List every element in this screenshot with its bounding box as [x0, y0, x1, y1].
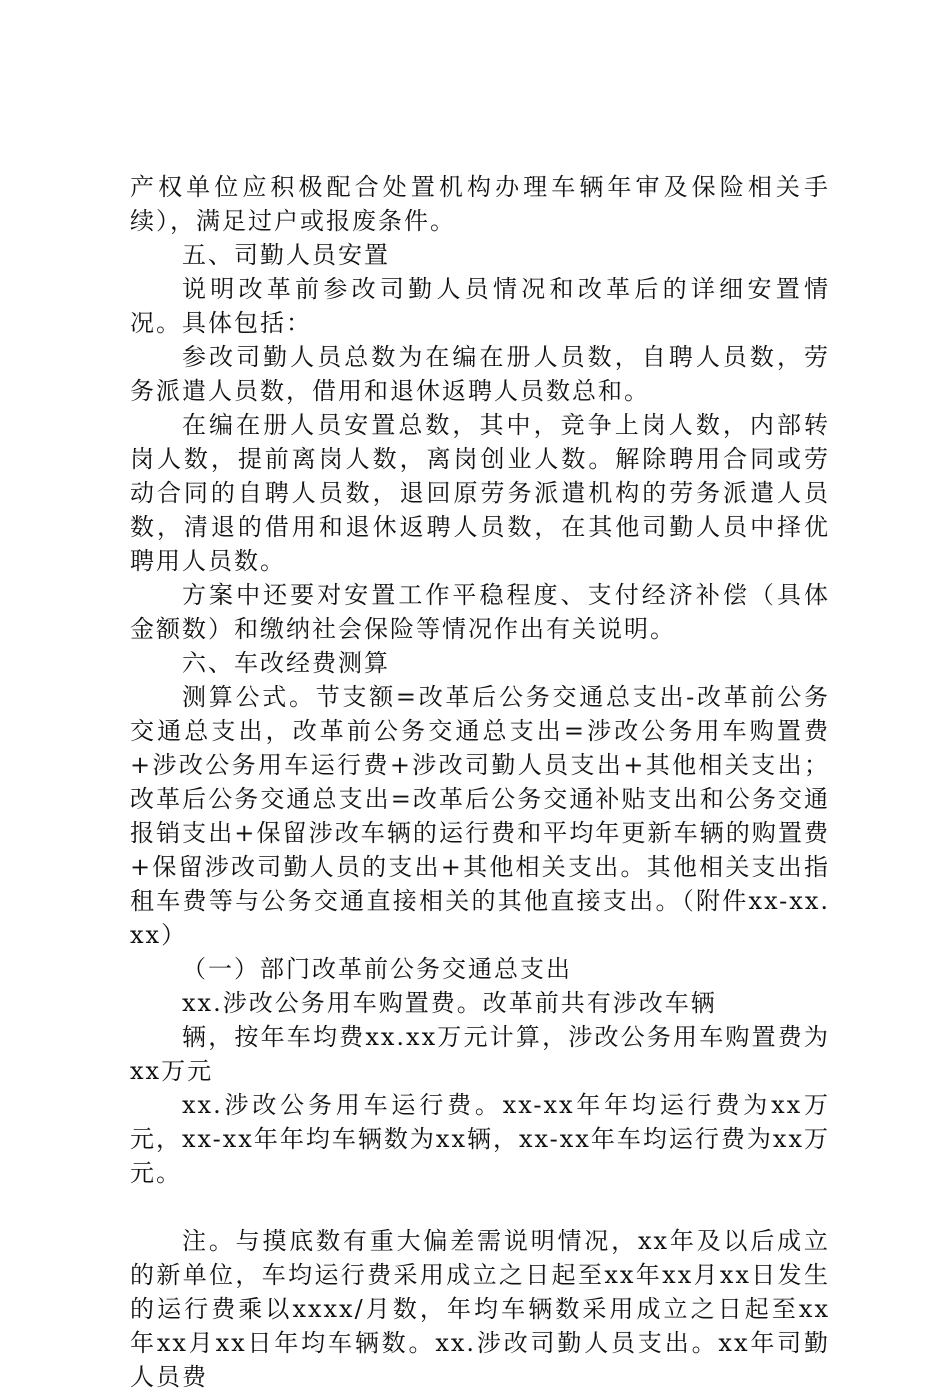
paragraph-operating-cost: xx.涉改公务用车运行费。xx-xx年年均运行费为xx万元，xx-xx年年均车辆数为xx辆，xx-xx年车均运行费为xx万元。 — [130, 1091, 830, 1187]
paragraph-formula: 测算公式。节支额=改革后公务交通总支出-改革前公务交通总支出，改革前公务交通总支出=涉改公务用车购置费+涉改公务用车运行费+涉改司勤人员支出+其他相关支出；改革后公务交通总支出=改革后公务交通补贴支出和公务交通报销支出+保留涉改车辆的运行费和平均年更新车辆的购置费+保留涉改司勤人员的支出+其他相关支出。其他相关支出指租车费等与公务交通直接相关的其他直接支出。（附件xx-xx.xx） — [130, 683, 830, 949]
paragraph-total-staff: 参改司勤人员总数为在编在册人员数，自聘人员数，劳务派遣人员数，借用和退休返聘人员数总和。 — [130, 343, 830, 405]
paragraph-plan-notes: 方案中还要对安置工作平稳程度、支付经济补偿（具体金额数）和缴纳社会保险等情况作出有关说明。 — [130, 581, 830, 643]
paragraph-note: 注。与摸底数有重大偏差需说明情况，xx年及以后成立的新单位，车均运行费采用成立之日起至xx年xx月xx日发生的运行费乘以xxxx/月数，年均车辆数采用成立之日起至xx年xx月xx日年均车辆数。xx.涉改司勤人员支出。xx年司勤人员费 — [130, 1227, 830, 1391]
paragraph-purchase-cost-cont: 辆，按年车均费xx.xx万元计算，涉改公务用车购置费为xx万元 — [130, 1023, 830, 1085]
paragraph-placement: 在编在册人员安置总数，其中，竞争上岗人数，内部转岗人数，提前离岗人数，离岗创业人数。解除聘用合同或劳动合同的自聘人员数，退回原劳务派遣机构的劳务派遣人员数，清退的借用和退休返聘人员数，在其他司勤人员中择优聘用人员数。 — [130, 411, 830, 575]
paragraph-continuation: 产权单位应积极配合处置机构办理车辆年审及保险相关手续），满足过户或报废条件。 — [130, 173, 830, 235]
subsection-heading-one: （一）部门改革前公务交通总支出 — [182, 955, 572, 983]
section-heading-six: 六、车改经费测算 — [182, 649, 390, 677]
section-heading-five: 五、司勤人员安置 — [182, 241, 390, 269]
paragraph-purchase-cost: xx.涉改公务用车购置费。改革前共有涉改车辆 — [182, 989, 717, 1017]
document-body — [130, 170, 830, 1394]
paragraph-description: 说明改革前参改司勤人员情况和改革后的详细安置情况。具体包括： — [130, 275, 830, 337]
